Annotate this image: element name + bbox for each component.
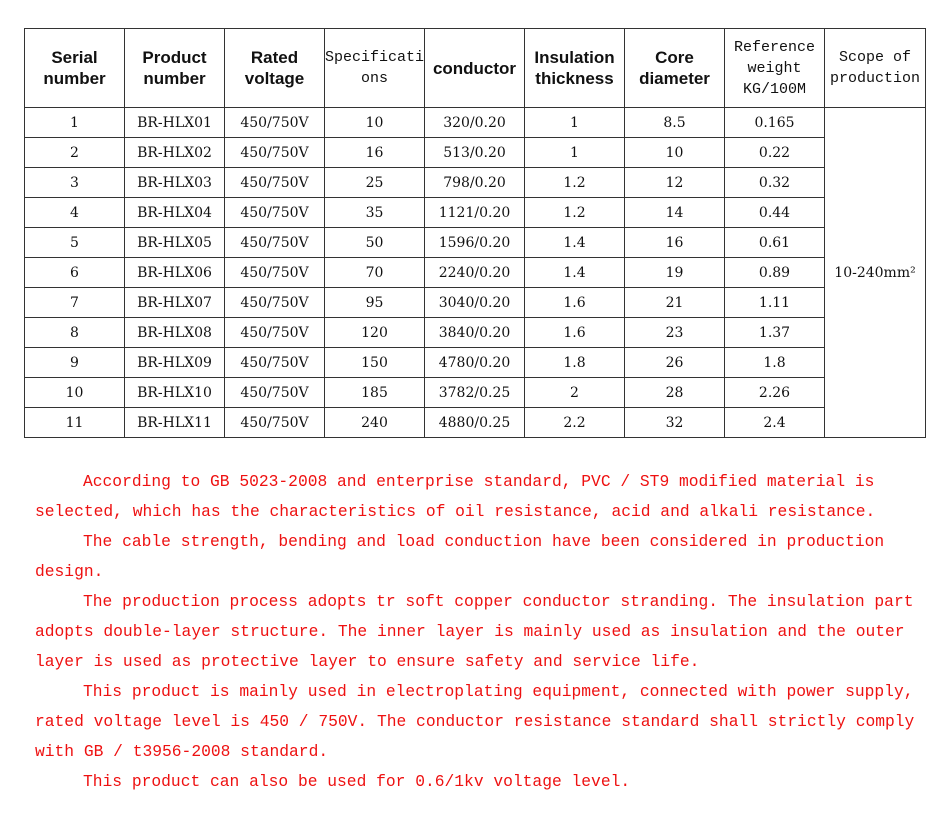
- insulation-thickness-cell: 1.4: [525, 228, 625, 258]
- reference-weight-cell: 2.4: [725, 408, 825, 438]
- description-paragraph: The production process adopts tr soft copper conductor stranding. The insulation part adopts double-layer structure. The inner layer is mainly used as insulation and the outer layer is used as protective layer to ensure safety and service life.: [35, 592, 914, 671]
- serial-cell: 10: [25, 378, 125, 408]
- core-diameter-cell: 10: [625, 138, 725, 168]
- core-diameter-cell: 12: [625, 168, 725, 198]
- core-diameter-cell: 32: [625, 408, 725, 438]
- conductor-cell: 3840/0.20: [425, 318, 525, 348]
- insulation-thickness-cell: 1.6: [525, 318, 625, 348]
- product-number-cell: BR-HLX02: [125, 138, 225, 168]
- serial-cell: 4: [25, 198, 125, 228]
- table-header-row: [25, 29, 926, 108]
- conductor-cell: 320/0.20: [425, 108, 525, 138]
- product-number-cell: BR-HLX11: [125, 408, 225, 438]
- table-row: [25, 348, 926, 378]
- specification-cell: 10: [325, 108, 425, 138]
- specification-cell: 25: [325, 168, 425, 198]
- column-header-insulation-thickness: Insulation thickness: [525, 29, 625, 108]
- core-diameter-cell: 28: [625, 378, 725, 408]
- insulation-thickness-cell: 1: [525, 138, 625, 168]
- insulation-thickness-cell: 2.2: [525, 408, 625, 438]
- rated-voltage-cell: 450/750V: [225, 318, 325, 348]
- serial-cell: 8: [25, 318, 125, 348]
- table-row: [25, 318, 926, 348]
- serial-cell: 7: [25, 288, 125, 318]
- specification-cell: 150: [325, 348, 425, 378]
- specification-cell: 50: [325, 228, 425, 258]
- core-diameter-cell: 26: [625, 348, 725, 378]
- reference-weight-cell: 0.44: [725, 198, 825, 228]
- core-diameter-cell: 19: [625, 258, 725, 288]
- table-body: [25, 108, 926, 438]
- insulation-thickness-cell: 1.2: [525, 168, 625, 198]
- conductor-cell: 4880/0.25: [425, 408, 525, 438]
- serial-cell: 11: [25, 408, 125, 438]
- product-number-cell: BR-HLX10: [125, 378, 225, 408]
- rated-voltage-cell: 450/750V: [225, 378, 325, 408]
- rated-voltage-cell: 450/750V: [225, 138, 325, 168]
- specification-cell: 185: [325, 378, 425, 408]
- table-row: [25, 288, 926, 318]
- table-row: [25, 378, 926, 408]
- table-row: [25, 108, 926, 138]
- product-number-cell: BR-HLX01: [125, 108, 225, 138]
- description-paragraph: According to GB 5023-2008 and enterprise standard, PVC / ST9 modified material is selected, which has the characteristics of oil resistance, acid and alkali resistance.: [35, 472, 876, 521]
- column-header-conductor: conductor: [425, 29, 525, 108]
- insulation-thickness-cell: 1.2: [525, 198, 625, 228]
- serial-cell: 3: [25, 168, 125, 198]
- serial-cell: 6: [25, 258, 125, 288]
- rated-voltage-cell: 450/750V: [225, 258, 325, 288]
- rated-voltage-cell: 450/750V: [225, 168, 325, 198]
- product-description: [35, 467, 915, 797]
- conductor-cell: 4780/0.20: [425, 348, 525, 378]
- core-diameter-cell: 8.5: [625, 108, 725, 138]
- reference-weight-cell: 1.11: [725, 288, 825, 318]
- table-row: [25, 408, 926, 438]
- specification-cell: 70: [325, 258, 425, 288]
- conductor-cell: 1121/0.20: [425, 198, 525, 228]
- insulation-thickness-cell: 1.6: [525, 288, 625, 318]
- reference-weight-cell: 0.165: [725, 108, 825, 138]
- column-header-core-diameter: Core diameter: [625, 29, 725, 108]
- product-number-cell: BR-HLX07: [125, 288, 225, 318]
- rated-voltage-cell: 450/750V: [225, 228, 325, 258]
- column-header-rated-voltage: Rated voltage: [225, 29, 325, 108]
- rated-voltage-cell: 450/750V: [225, 408, 325, 438]
- serial-cell: 2: [25, 138, 125, 168]
- specification-cell: 16: [325, 138, 425, 168]
- description-paragraph: This product is mainly used in electroplating equipment, connected with power supply, rated voltage level is 450 / 750V. The conductor resistance standard shall strictly comply with GB / t3956-2008 standard.: [35, 682, 915, 761]
- column-header-serial-number: Serial number: [25, 29, 125, 108]
- column-header-product-number: Product number: [125, 29, 225, 108]
- table-row: [25, 228, 926, 258]
- conductor-cell: 798/0.20: [425, 168, 525, 198]
- insulation-thickness-cell: 1.4: [525, 258, 625, 288]
- specification-cell: 240: [325, 408, 425, 438]
- serial-cell: 1: [25, 108, 125, 138]
- serial-cell: 9: [25, 348, 125, 378]
- rated-voltage-cell: 450/750V: [225, 288, 325, 318]
- table-row: [25, 168, 926, 198]
- table-row: [25, 258, 926, 288]
- reference-weight-cell: 0.61: [725, 228, 825, 258]
- rated-voltage-cell: 450/750V: [225, 348, 325, 378]
- conductor-cell: 2240/0.20: [425, 258, 525, 288]
- description-paragraph: The cable strength, bending and load conduction have been considered in production design.: [35, 532, 885, 581]
- specification-cell: 35: [325, 198, 425, 228]
- reference-weight-cell: 1.8: [725, 348, 825, 378]
- core-diameter-cell: 21: [625, 288, 725, 318]
- reference-weight-cell: 2.26: [725, 378, 825, 408]
- conductor-cell: 513/0.20: [425, 138, 525, 168]
- conductor-cell: 1596/0.20: [425, 228, 525, 258]
- core-diameter-cell: 16: [625, 228, 725, 258]
- product-number-cell: BR-HLX06: [125, 258, 225, 288]
- description-paragraph: This product can also be used for 0.6/1kv voltage level.: [83, 772, 631, 791]
- reference-weight-cell: 0.22: [725, 138, 825, 168]
- column-header-scope-of-production: Scope of production: [825, 29, 926, 108]
- reference-weight-cell: 0.89: [725, 258, 825, 288]
- conductor-cell: 3040/0.20: [425, 288, 525, 318]
- product-number-cell: BR-HLX05: [125, 228, 225, 258]
- product-number-cell: BR-HLX04: [125, 198, 225, 228]
- core-diameter-cell: 14: [625, 198, 725, 228]
- reference-weight-cell: 0.32: [725, 168, 825, 198]
- product-number-cell: BR-HLX09: [125, 348, 225, 378]
- column-header-specifications: Specificati ons: [325, 29, 425, 108]
- insulation-thickness-cell: 1: [525, 108, 625, 138]
- serial-cell: 5: [25, 228, 125, 258]
- rated-voltage-cell: 450/750V: [225, 108, 325, 138]
- reference-weight-cell: 1.37: [725, 318, 825, 348]
- conductor-cell: 3782/0.25: [425, 378, 525, 408]
- specification-cell: 95: [325, 288, 425, 318]
- table-row: [25, 138, 926, 168]
- core-diameter-cell: 23: [625, 318, 725, 348]
- column-header-reference-weight: Reference weight KG/100M: [725, 29, 825, 108]
- product-number-cell: BR-HLX03: [125, 168, 225, 198]
- specification-table: [24, 28, 926, 438]
- table-row: [25, 198, 926, 228]
- insulation-thickness-cell: 1.8: [525, 348, 625, 378]
- product-number-cell: BR-HLX08: [125, 318, 225, 348]
- scope-of-production-cell: 10-240mm²: [825, 108, 926, 438]
- rated-voltage-cell: 450/750V: [225, 198, 325, 228]
- insulation-thickness-cell: 2: [525, 378, 625, 408]
- specification-cell: 120: [325, 318, 425, 348]
